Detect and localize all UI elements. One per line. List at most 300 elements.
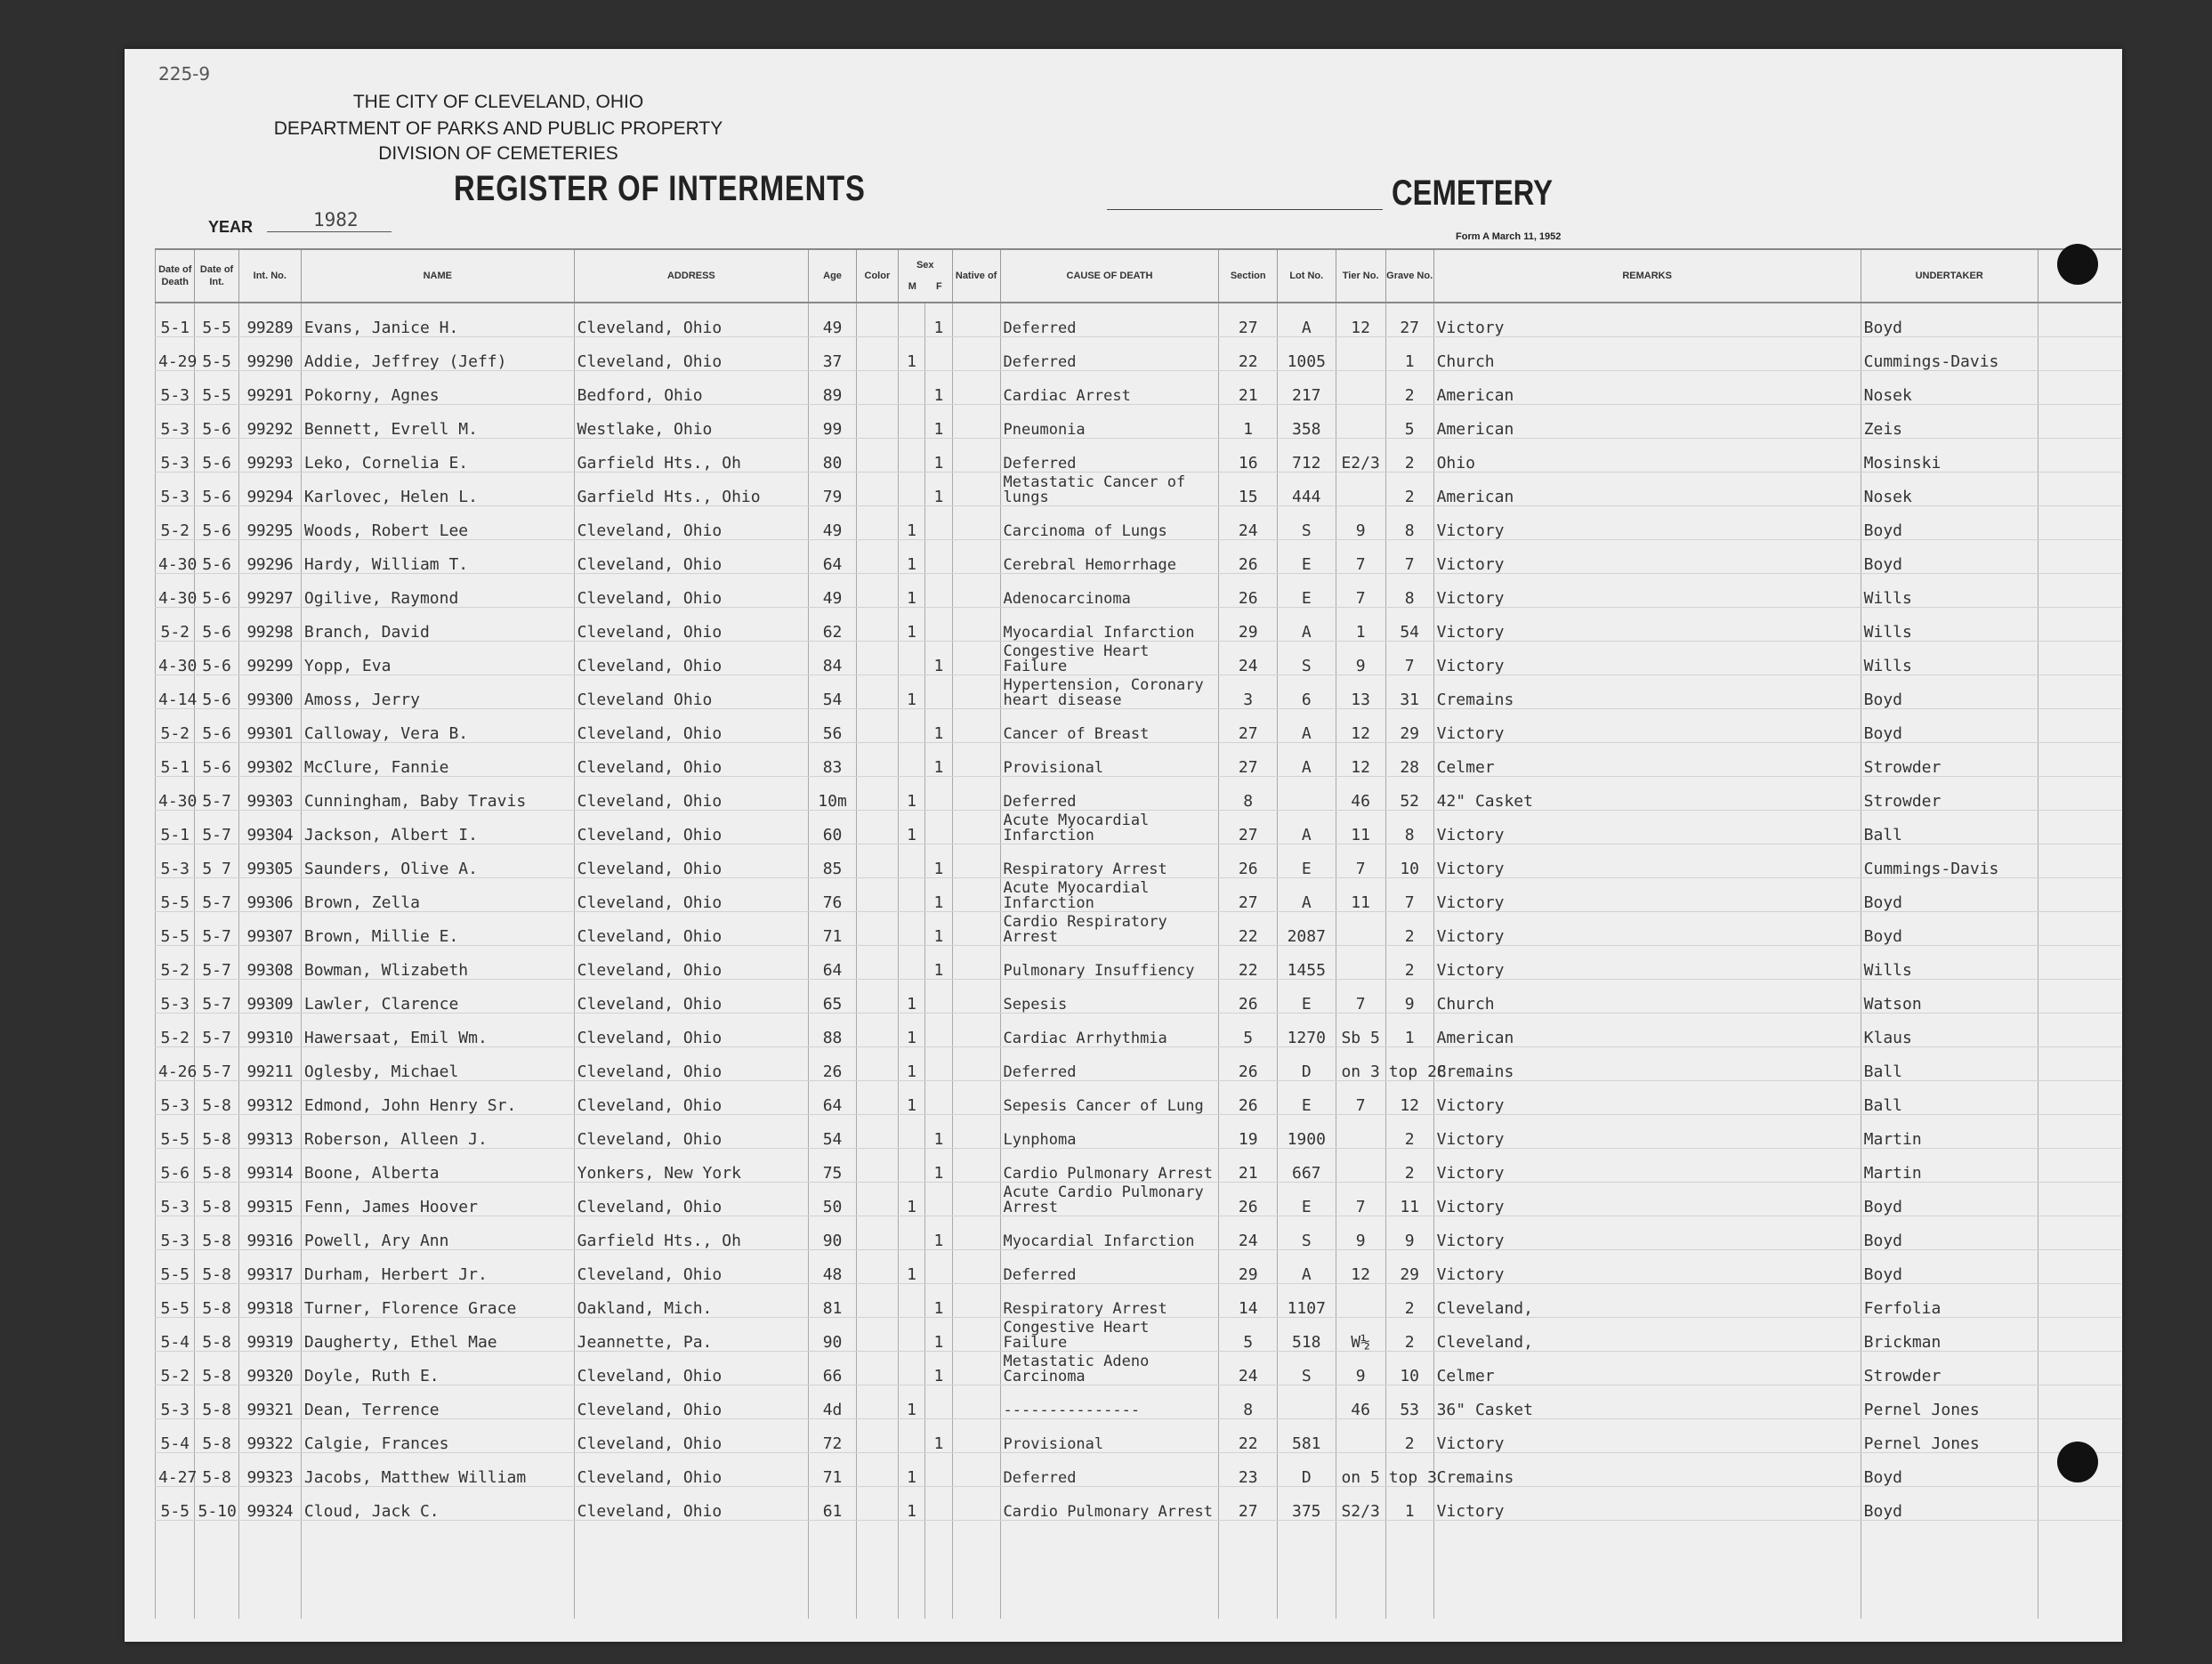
remarks-cell: Victory bbox=[1433, 1183, 1861, 1216]
table-row bbox=[156, 1318, 2122, 1352]
lot-cell: 1900 bbox=[1277, 1115, 1336, 1149]
section-cell: 22 bbox=[1219, 337, 1278, 371]
col-cause-of-death: CAUSE OF DEATH bbox=[1000, 249, 1219, 303]
address-cell: Cleveland, Ohio bbox=[574, 946, 808, 980]
name-cell: Bowman, Wlizabeth bbox=[301, 946, 574, 980]
table-row bbox=[156, 878, 2122, 912]
table-row bbox=[156, 405, 2122, 439]
sex-m-cell: 1 bbox=[898, 1183, 924, 1216]
address-cell: Cleveland, Ohio bbox=[574, 1352, 808, 1385]
lot-cell: 518 bbox=[1277, 1318, 1336, 1352]
int-no: 99313 bbox=[238, 1115, 301, 1149]
cause-cell: Cardiac Arrhythmia bbox=[1000, 1014, 1219, 1047]
col-age: Age bbox=[809, 249, 857, 303]
int-no: 99310 bbox=[238, 1014, 301, 1047]
lot-cell: 1270 bbox=[1277, 1014, 1336, 1047]
cause-cell: Myocardial Infarction bbox=[1000, 1216, 1219, 1250]
extra-cell bbox=[2038, 844, 2121, 878]
lot-cell bbox=[1277, 777, 1336, 811]
address-cell: Cleveland Ohio bbox=[574, 675, 808, 709]
col-lot-no: Lot No. bbox=[1277, 249, 1336, 303]
cemetery-label: CEMETERY bbox=[1392, 174, 1554, 213]
extra-cell bbox=[2038, 1216, 2121, 1250]
section-cell: 8 bbox=[1219, 777, 1278, 811]
extra-cell bbox=[2038, 473, 2121, 506]
blank-cell bbox=[156, 1521, 195, 1620]
grave-cell: 10 bbox=[1385, 844, 1433, 878]
cause-cell: Cardio Pulmonary Arrest bbox=[1000, 1487, 1219, 1521]
grave-cell: 31 bbox=[1385, 675, 1433, 709]
sex-f-cell: 1 bbox=[925, 1149, 952, 1183]
undertaker-cell: Wills bbox=[1861, 642, 2038, 675]
int-no: 99301 bbox=[238, 709, 301, 743]
date-of-int: 5-8 bbox=[195, 1352, 238, 1385]
extra-cell bbox=[2038, 405, 2121, 439]
age-cell: 49 bbox=[809, 303, 857, 337]
section-cell: 23 bbox=[1219, 1453, 1278, 1487]
tier-cell: 7 bbox=[1336, 844, 1385, 878]
undertaker-cell: Ball bbox=[1861, 811, 2038, 844]
sex-f-cell: 1 bbox=[925, 946, 952, 980]
table-row bbox=[156, 1453, 2122, 1487]
extra-cell bbox=[2038, 1047, 2121, 1081]
grave-cell: top 3 bbox=[1385, 1453, 1433, 1487]
address-cell: Garfield Hts., Oh bbox=[574, 1216, 808, 1250]
cause-cell: Cardiac Arrest bbox=[1000, 371, 1219, 405]
undertaker-cell: Boyd bbox=[1861, 1250, 2038, 1284]
int-no: 99295 bbox=[238, 506, 301, 540]
remarks-cell: Victory bbox=[1433, 1115, 1861, 1149]
date-of-int: 5-8 bbox=[195, 1284, 238, 1318]
cause-cell: Myocardial Infarction bbox=[1000, 608, 1219, 642]
int-no: 99321 bbox=[238, 1385, 301, 1419]
age-cell: 71 bbox=[809, 1453, 857, 1487]
section-cell: 15 bbox=[1219, 473, 1278, 506]
tier-cell: 12 bbox=[1336, 1250, 1385, 1284]
name-cell: Addie, Jeffrey (Jeff) bbox=[301, 337, 574, 371]
sex-m-cell bbox=[898, 1318, 924, 1352]
section-cell: 21 bbox=[1219, 1149, 1278, 1183]
sex-m-cell bbox=[898, 1352, 924, 1385]
section-cell: 8 bbox=[1219, 1385, 1278, 1419]
remarks-cell: Victory bbox=[1433, 1216, 1861, 1250]
sex-f-cell: 1 bbox=[925, 473, 952, 506]
age-cell: 61 bbox=[809, 1487, 857, 1521]
int-no: 99316 bbox=[238, 1216, 301, 1250]
undertaker-cell: Martin bbox=[1861, 1115, 2038, 1149]
cause-cell: Provisional bbox=[1000, 1419, 1219, 1453]
date-of-int: 5-8 bbox=[195, 1453, 238, 1487]
int-no: 99312 bbox=[238, 1081, 301, 1115]
int-no: 99292 bbox=[238, 405, 301, 439]
address-cell: Cleveland, Ohio bbox=[574, 777, 808, 811]
lot-cell: A bbox=[1277, 709, 1336, 743]
address-cell: Cleveland, Ohio bbox=[574, 1014, 808, 1047]
age-cell: 79 bbox=[809, 473, 857, 506]
extra-cell bbox=[2038, 811, 2121, 844]
undertaker-cell: Ball bbox=[1861, 1081, 2038, 1115]
age-cell: 71 bbox=[809, 912, 857, 946]
address-cell: Cleveland, Ohio bbox=[574, 1047, 808, 1081]
table-row bbox=[156, 912, 2122, 946]
cause-cell: Cardio Pulmonary Arrest bbox=[1000, 1149, 1219, 1183]
section-cell: 27 bbox=[1219, 709, 1278, 743]
cause-cell: Deferred bbox=[1000, 439, 1219, 473]
age-cell: 99 bbox=[809, 405, 857, 439]
sex-f-cell: 1 bbox=[925, 1284, 952, 1318]
color-cell bbox=[856, 405, 898, 439]
extra-cell bbox=[2038, 675, 2121, 709]
name-cell: Doyle, Ruth E. bbox=[301, 1352, 574, 1385]
date-of-death: 5-2 bbox=[156, 608, 195, 642]
age-cell: 81 bbox=[809, 1284, 857, 1318]
color-cell bbox=[856, 337, 898, 371]
table-row bbox=[156, 540, 2122, 574]
int-no: 99308 bbox=[238, 946, 301, 980]
date-of-int: 5-8 bbox=[195, 1115, 238, 1149]
tier-cell: E2/3 bbox=[1336, 439, 1385, 473]
age-cell: 50 bbox=[809, 1183, 857, 1216]
section-cell: 5 bbox=[1219, 1014, 1278, 1047]
lot-cell: E bbox=[1277, 1081, 1336, 1115]
undertaker-cell: Strowder bbox=[1861, 777, 2038, 811]
address-cell: Cleveland, Ohio bbox=[574, 743, 808, 777]
remarks-cell: Victory bbox=[1433, 540, 1861, 574]
undertaker-cell: Strowder bbox=[1861, 1352, 2038, 1385]
sex-f-cell bbox=[925, 1183, 952, 1216]
name-cell: Roberson, Alleen J. bbox=[301, 1115, 574, 1149]
color-cell bbox=[856, 1318, 898, 1352]
native-of-cell bbox=[952, 980, 1000, 1014]
undertaker-cell: Martin bbox=[1861, 1149, 2038, 1183]
sex-f-cell: 1 bbox=[925, 1318, 952, 1352]
name-cell: Powell, Ary Ann bbox=[301, 1216, 574, 1250]
tier-cell bbox=[1336, 473, 1385, 506]
date-of-int: 5-7 bbox=[195, 777, 238, 811]
native-of-cell bbox=[952, 709, 1000, 743]
section-cell: 29 bbox=[1219, 1250, 1278, 1284]
native-of-cell bbox=[952, 337, 1000, 371]
native-of-cell bbox=[952, 1487, 1000, 1521]
age-cell: 54 bbox=[809, 1115, 857, 1149]
table-row bbox=[156, 777, 2122, 811]
table-row bbox=[156, 1115, 2122, 1149]
blank-cell bbox=[1861, 1521, 2038, 1620]
sex-m-cell bbox=[898, 1115, 924, 1149]
age-cell: 62 bbox=[809, 608, 857, 642]
int-no: 99309 bbox=[238, 980, 301, 1014]
name-cell: Hardy, William T. bbox=[301, 540, 574, 574]
sex-f-cell bbox=[925, 1047, 952, 1081]
undertaker-cell: Pernel Jones bbox=[1861, 1385, 2038, 1419]
sex-m-cell bbox=[898, 405, 924, 439]
native-of-cell bbox=[952, 303, 1000, 337]
lot-cell: 2087 bbox=[1277, 912, 1336, 946]
tier-cell: 12 bbox=[1336, 743, 1385, 777]
col-int-no: Int. No. bbox=[238, 249, 301, 303]
address-cell: Cleveland, Ohio bbox=[574, 303, 808, 337]
section-cell: 27 bbox=[1219, 878, 1278, 912]
extra-cell bbox=[2038, 1352, 2121, 1385]
extra-cell bbox=[2038, 303, 2121, 337]
division-heading: DIVISION OF CEMETERIES bbox=[378, 143, 618, 164]
col-sex bbox=[898, 249, 952, 303]
grave-cell: 29 bbox=[1385, 1250, 1433, 1284]
table-row bbox=[156, 642, 2122, 675]
date-of-death: 4-27 bbox=[156, 1453, 195, 1487]
native-of-cell bbox=[952, 1014, 1000, 1047]
color-cell bbox=[856, 1352, 898, 1385]
date-of-death: 5-4 bbox=[156, 1419, 195, 1453]
section-cell: 26 bbox=[1219, 574, 1278, 608]
tier-cell: W½ bbox=[1336, 1318, 1385, 1352]
sex-m-cell bbox=[898, 1284, 924, 1318]
address-cell: Cleveland, Ohio bbox=[574, 574, 808, 608]
int-no: 99294 bbox=[238, 473, 301, 506]
date-of-int: 5-6 bbox=[195, 642, 238, 675]
int-no: 99318 bbox=[238, 1284, 301, 1318]
native-of-cell bbox=[952, 1318, 1000, 1352]
age-cell: 90 bbox=[809, 1318, 857, 1352]
name-cell: Calloway, Vera B. bbox=[301, 709, 574, 743]
table-row bbox=[156, 743, 2122, 777]
blank-cell bbox=[1385, 1521, 1433, 1620]
sex-f-cell bbox=[925, 777, 952, 811]
native-of-cell bbox=[952, 1352, 1000, 1385]
sex-f-cell: 1 bbox=[925, 439, 952, 473]
age-cell: 84 bbox=[809, 642, 857, 675]
native-of-cell bbox=[952, 439, 1000, 473]
sex-m-cell bbox=[898, 844, 924, 878]
grave-cell: 8 bbox=[1385, 811, 1433, 844]
grave-cell: 29 bbox=[1385, 709, 1433, 743]
section-cell: 16 bbox=[1219, 439, 1278, 473]
section-cell: 26 bbox=[1219, 844, 1278, 878]
int-no: 99293 bbox=[238, 439, 301, 473]
color-cell bbox=[856, 642, 898, 675]
grave-cell: 7 bbox=[1385, 642, 1433, 675]
tier-cell bbox=[1336, 912, 1385, 946]
section-cell: 26 bbox=[1219, 980, 1278, 1014]
remarks-cell: Victory bbox=[1433, 608, 1861, 642]
date-of-death: 5-2 bbox=[156, 506, 195, 540]
age-cell: 60 bbox=[809, 811, 857, 844]
name-cell: Amoss, Jerry bbox=[301, 675, 574, 709]
grave-cell: 2 bbox=[1385, 912, 1433, 946]
date-of-death: 5-3 bbox=[156, 1081, 195, 1115]
color-cell bbox=[856, 439, 898, 473]
date-of-death: 5-3 bbox=[156, 980, 195, 1014]
date-of-int: 5-8 bbox=[195, 1216, 238, 1250]
tier-cell: 46 bbox=[1336, 1385, 1385, 1419]
lot-cell: A bbox=[1277, 1250, 1336, 1284]
cause-cell: Pulmonary Insuffiency bbox=[1000, 946, 1219, 980]
remarks-cell: 42" Casket bbox=[1433, 777, 1861, 811]
address-cell: Cleveland, Ohio bbox=[574, 1385, 808, 1419]
section-cell: 26 bbox=[1219, 1183, 1278, 1216]
extra-cell bbox=[2038, 1115, 2121, 1149]
remarks-cell: Cleveland, bbox=[1433, 1284, 1861, 1318]
age-cell: 75 bbox=[809, 1149, 857, 1183]
extra-cell bbox=[2038, 980, 2121, 1014]
blank-cell bbox=[1000, 1521, 1219, 1620]
date-of-death: 5-1 bbox=[156, 743, 195, 777]
color-cell bbox=[856, 1385, 898, 1419]
table-row bbox=[156, 709, 2122, 743]
section-cell: 27 bbox=[1219, 303, 1278, 337]
int-no: 99300 bbox=[238, 675, 301, 709]
remarks-cell: Victory bbox=[1433, 709, 1861, 743]
age-cell: 72 bbox=[809, 1419, 857, 1453]
native-of-cell bbox=[952, 1081, 1000, 1115]
blank-row bbox=[156, 1521, 2122, 1620]
int-no: 99299 bbox=[238, 642, 301, 675]
sex-m-cell bbox=[898, 473, 924, 506]
tier-cell: 7 bbox=[1336, 574, 1385, 608]
color-cell bbox=[856, 1047, 898, 1081]
undertaker-cell: Wills bbox=[1861, 946, 2038, 980]
date-of-int: 5-6 bbox=[195, 608, 238, 642]
tier-cell: on 3 bbox=[1336, 1047, 1385, 1081]
remarks-cell: Victory bbox=[1433, 811, 1861, 844]
lot-cell: 1107 bbox=[1277, 1284, 1336, 1318]
date-of-int: 5-8 bbox=[195, 1419, 238, 1453]
col-tier-no: Tier No. bbox=[1336, 249, 1385, 303]
sex-f-cell: 1 bbox=[925, 1115, 952, 1149]
native-of-cell bbox=[952, 371, 1000, 405]
tier-cell bbox=[1336, 371, 1385, 405]
col-date-of-death: Date of Death bbox=[156, 249, 195, 303]
remarks-cell: Celmer bbox=[1433, 743, 1861, 777]
section-cell: 26 bbox=[1219, 1047, 1278, 1081]
blank-cell bbox=[809, 1521, 857, 1620]
color-cell bbox=[856, 1250, 898, 1284]
col-address: ADDRESS bbox=[574, 249, 808, 303]
tier-cell bbox=[1336, 1149, 1385, 1183]
sex-f-cell bbox=[925, 1453, 952, 1487]
year-label: YEAR bbox=[208, 218, 254, 236]
extra-cell bbox=[2038, 1487, 2121, 1521]
grave-cell: 28 bbox=[1385, 743, 1433, 777]
color-cell bbox=[856, 980, 898, 1014]
grave-cell: 2 bbox=[1385, 439, 1433, 473]
grave-cell: 2 bbox=[1385, 1115, 1433, 1149]
grave-cell: 1 bbox=[1385, 337, 1433, 371]
native-of-cell bbox=[952, 1183, 1000, 1216]
age-cell: 48 bbox=[809, 1250, 857, 1284]
remarks-cell: American bbox=[1433, 405, 1861, 439]
lot-cell: E bbox=[1277, 574, 1336, 608]
address-cell: Cleveland, Ohio bbox=[574, 844, 808, 878]
table-row bbox=[156, 1250, 2122, 1284]
address-cell: Yonkers, New York bbox=[574, 1149, 808, 1183]
sex-m-cell bbox=[898, 709, 924, 743]
name-cell: Branch, David bbox=[301, 608, 574, 642]
date-of-death: 5-4 bbox=[156, 1318, 195, 1352]
date-of-int: 5-7 bbox=[195, 1047, 238, 1081]
date-of-int: 5-6 bbox=[195, 675, 238, 709]
undertaker-cell: Boyd bbox=[1861, 1183, 2038, 1216]
tier-cell: 9 bbox=[1336, 642, 1385, 675]
sex-m-cell: 1 bbox=[898, 337, 924, 371]
tier-cell: S2/3 bbox=[1336, 1487, 1385, 1521]
table-row bbox=[156, 844, 2122, 878]
sex-m-cell: 1 bbox=[898, 540, 924, 574]
remarks-cell: Victory bbox=[1433, 1149, 1861, 1183]
sex-f-cell: 1 bbox=[925, 1352, 952, 1385]
form-label: Form A March 11, 1952 bbox=[1456, 231, 1562, 242]
extra-cell bbox=[2038, 506, 2121, 540]
color-cell bbox=[856, 303, 898, 337]
native-of-cell bbox=[952, 946, 1000, 980]
lot-cell: S bbox=[1277, 506, 1336, 540]
sex-m-label: M bbox=[908, 281, 916, 292]
undertaker-cell: Mosinski bbox=[1861, 439, 2038, 473]
address-cell: Westlake, Ohio bbox=[574, 405, 808, 439]
cause-cell: Pneumonia bbox=[1000, 405, 1219, 439]
extra-cell bbox=[2038, 1250, 2121, 1284]
table-row bbox=[156, 1149, 2122, 1183]
age-cell: 4d bbox=[809, 1385, 857, 1419]
sex-f-cell: 1 bbox=[925, 912, 952, 946]
date-of-death: 5-3 bbox=[156, 371, 195, 405]
blank-cell bbox=[301, 1521, 574, 1620]
sex-m-cell: 1 bbox=[898, 1487, 924, 1521]
grave-cell: 2 bbox=[1385, 1419, 1433, 1453]
int-no: 99320 bbox=[238, 1352, 301, 1385]
cause-cell: Deferred bbox=[1000, 777, 1219, 811]
blank-cell bbox=[238, 1521, 301, 1620]
address-cell: Cleveland, Ohio bbox=[574, 1250, 808, 1284]
name-cell: Dean, Terrence bbox=[301, 1385, 574, 1419]
remarks-cell: Cremains bbox=[1433, 675, 1861, 709]
tier-cell: 9 bbox=[1336, 1216, 1385, 1250]
native-of-cell bbox=[952, 1047, 1000, 1081]
remarks-cell: Victory bbox=[1433, 574, 1861, 608]
grave-cell: 12 bbox=[1385, 1081, 1433, 1115]
sex-m-cell bbox=[898, 371, 924, 405]
date-of-int: 5-6 bbox=[195, 506, 238, 540]
color-cell bbox=[856, 912, 898, 946]
section-cell: 22 bbox=[1219, 1419, 1278, 1453]
address-cell: Cleveland, Ohio bbox=[574, 608, 808, 642]
tier-cell: Sb 5 bbox=[1336, 1014, 1385, 1047]
blank-cell bbox=[574, 1521, 808, 1620]
remarks-cell: Victory bbox=[1433, 878, 1861, 912]
section-cell: 26 bbox=[1219, 1081, 1278, 1115]
date-of-death: 5-2 bbox=[156, 946, 195, 980]
date-of-death: 4-26 bbox=[156, 1047, 195, 1081]
section-cell: 14 bbox=[1219, 1284, 1278, 1318]
undertaker-cell: Boyd bbox=[1861, 303, 2038, 337]
int-no: 99304 bbox=[238, 811, 301, 844]
blank-cell bbox=[1336, 1521, 1385, 1620]
date-of-int: 5-5 bbox=[195, 371, 238, 405]
date-of-death: 5-3 bbox=[156, 1385, 195, 1419]
col-undertaker: UNDERTAKER bbox=[1861, 249, 2038, 303]
remarks-cell: Victory bbox=[1433, 912, 1861, 946]
lot-cell: 667 bbox=[1277, 1149, 1336, 1183]
color-cell bbox=[856, 1183, 898, 1216]
city-heading: THE CITY OF CLEVELAND, OHIO bbox=[352, 92, 644, 112]
sex-f-cell bbox=[925, 506, 952, 540]
table-row bbox=[156, 1183, 2122, 1216]
remarks-cell: American bbox=[1433, 1014, 1861, 1047]
section-cell: 27 bbox=[1219, 811, 1278, 844]
int-no: 99296 bbox=[238, 540, 301, 574]
sex-m-cell bbox=[898, 946, 924, 980]
sex-f-cell: 1 bbox=[925, 878, 952, 912]
